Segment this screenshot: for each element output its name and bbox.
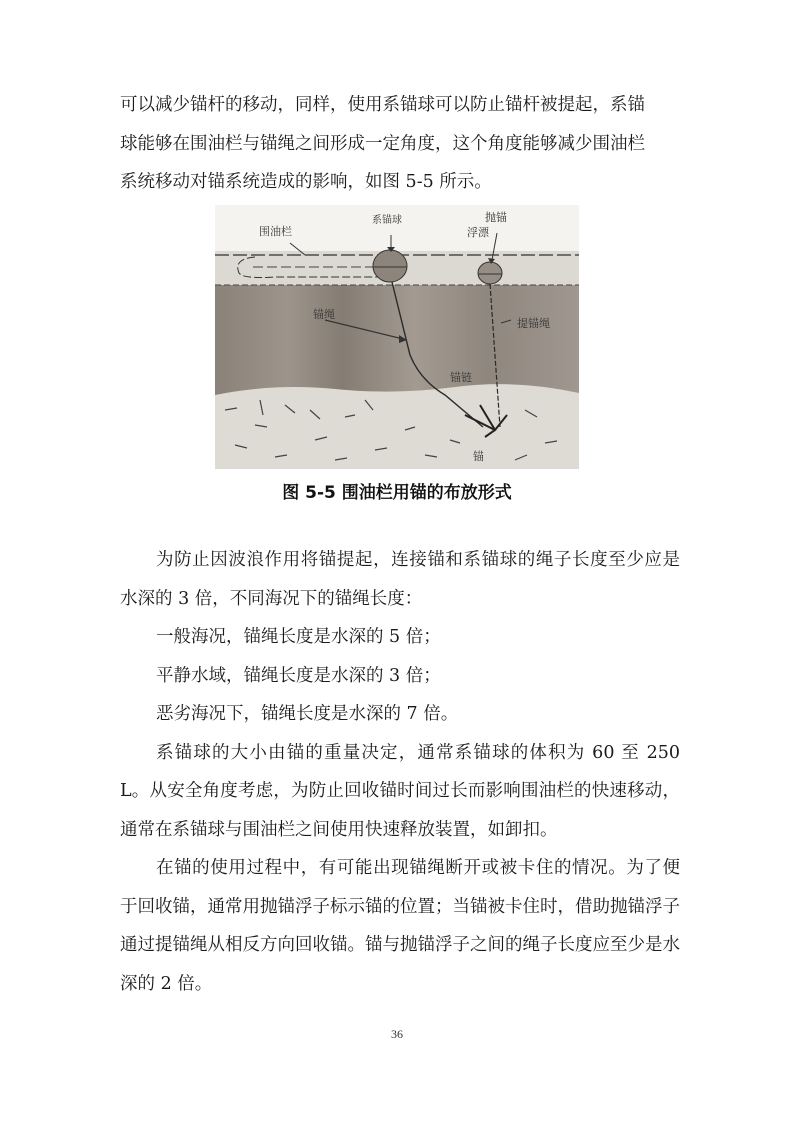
list-item: 平静水域，锚绳长度是水深的 3 倍； — [156, 665, 441, 686]
text-line: 系统移动对锚系统造成的影响，如图 5-5 所示。 — [120, 172, 492, 192]
body-text — [120, 541, 680, 1003]
list-item: 恶劣海况下，锚绳长度是水深的 7 倍。 — [156, 704, 459, 724]
label-anchor-chain: 锚链 — [450, 371, 472, 384]
label-buoy: 系锚球 — [372, 215, 402, 226]
label-anchor: 锚 — [473, 450, 484, 463]
label-trip-line: 提锚绳 — [517, 317, 550, 330]
page-number: 36 — [391, 1027, 403, 1041]
text-line: 球能够在围油栏与锚绳之间形成一定角度，这个角度能够减少围油栏 — [120, 133, 645, 154]
list-item: 一般海况，锚绳长度是水深的 5 倍； — [156, 627, 441, 647]
figure-caption: 图 5-5 围油栏用锚的布放形式 — [282, 483, 512, 503]
paragraph-anchor-recovery: 在锚的使用过程中，有可能出现锚绳断开或被卡住的情况。为了便于回收锚，通常用抛锚浮子标示锚的位置；当锚被卡住时，借助抛锚浮子通过提锚绳从相反方向回收锚。锚与抛锚浮子之间的绳子长度应至少是水深的 2 倍。 — [120, 858, 680, 994]
label-float: 浮漂 — [467, 226, 489, 239]
label-trip-anchor: 抛锚 — [485, 211, 507, 224]
paragraph-buoy-size: 系锚球的大小由锚的重量决定，通常系锚球的体积为 60 至 250 L。从安全角度考虑，为防止回收锚时间过长而影响围油栏的快速移动，通常在系锚球与围油栏之间使用快速释放装置，如卸扣。 — [120, 742, 680, 840]
text-line: 可以减少锚杆的移动，同样，使用系锚球可以防止锚杆被提起，系锚 — [120, 95, 645, 115]
paragraph-rope-length: 为防止因波浪作用将锚提起，连接锚和系锚球的绳子长度至少应是水深的 3 倍，不同海况下的锚绳长度： — [120, 550, 680, 609]
label-anchor-rope: 锚绳 — [313, 308, 335, 321]
top-paragraph — [120, 86, 680, 202]
label-boom: 围油栏 — [259, 225, 292, 238]
figure-anchor-layout — [215, 205, 579, 469]
anchor-diagram-illustration — [215, 205, 579, 469]
